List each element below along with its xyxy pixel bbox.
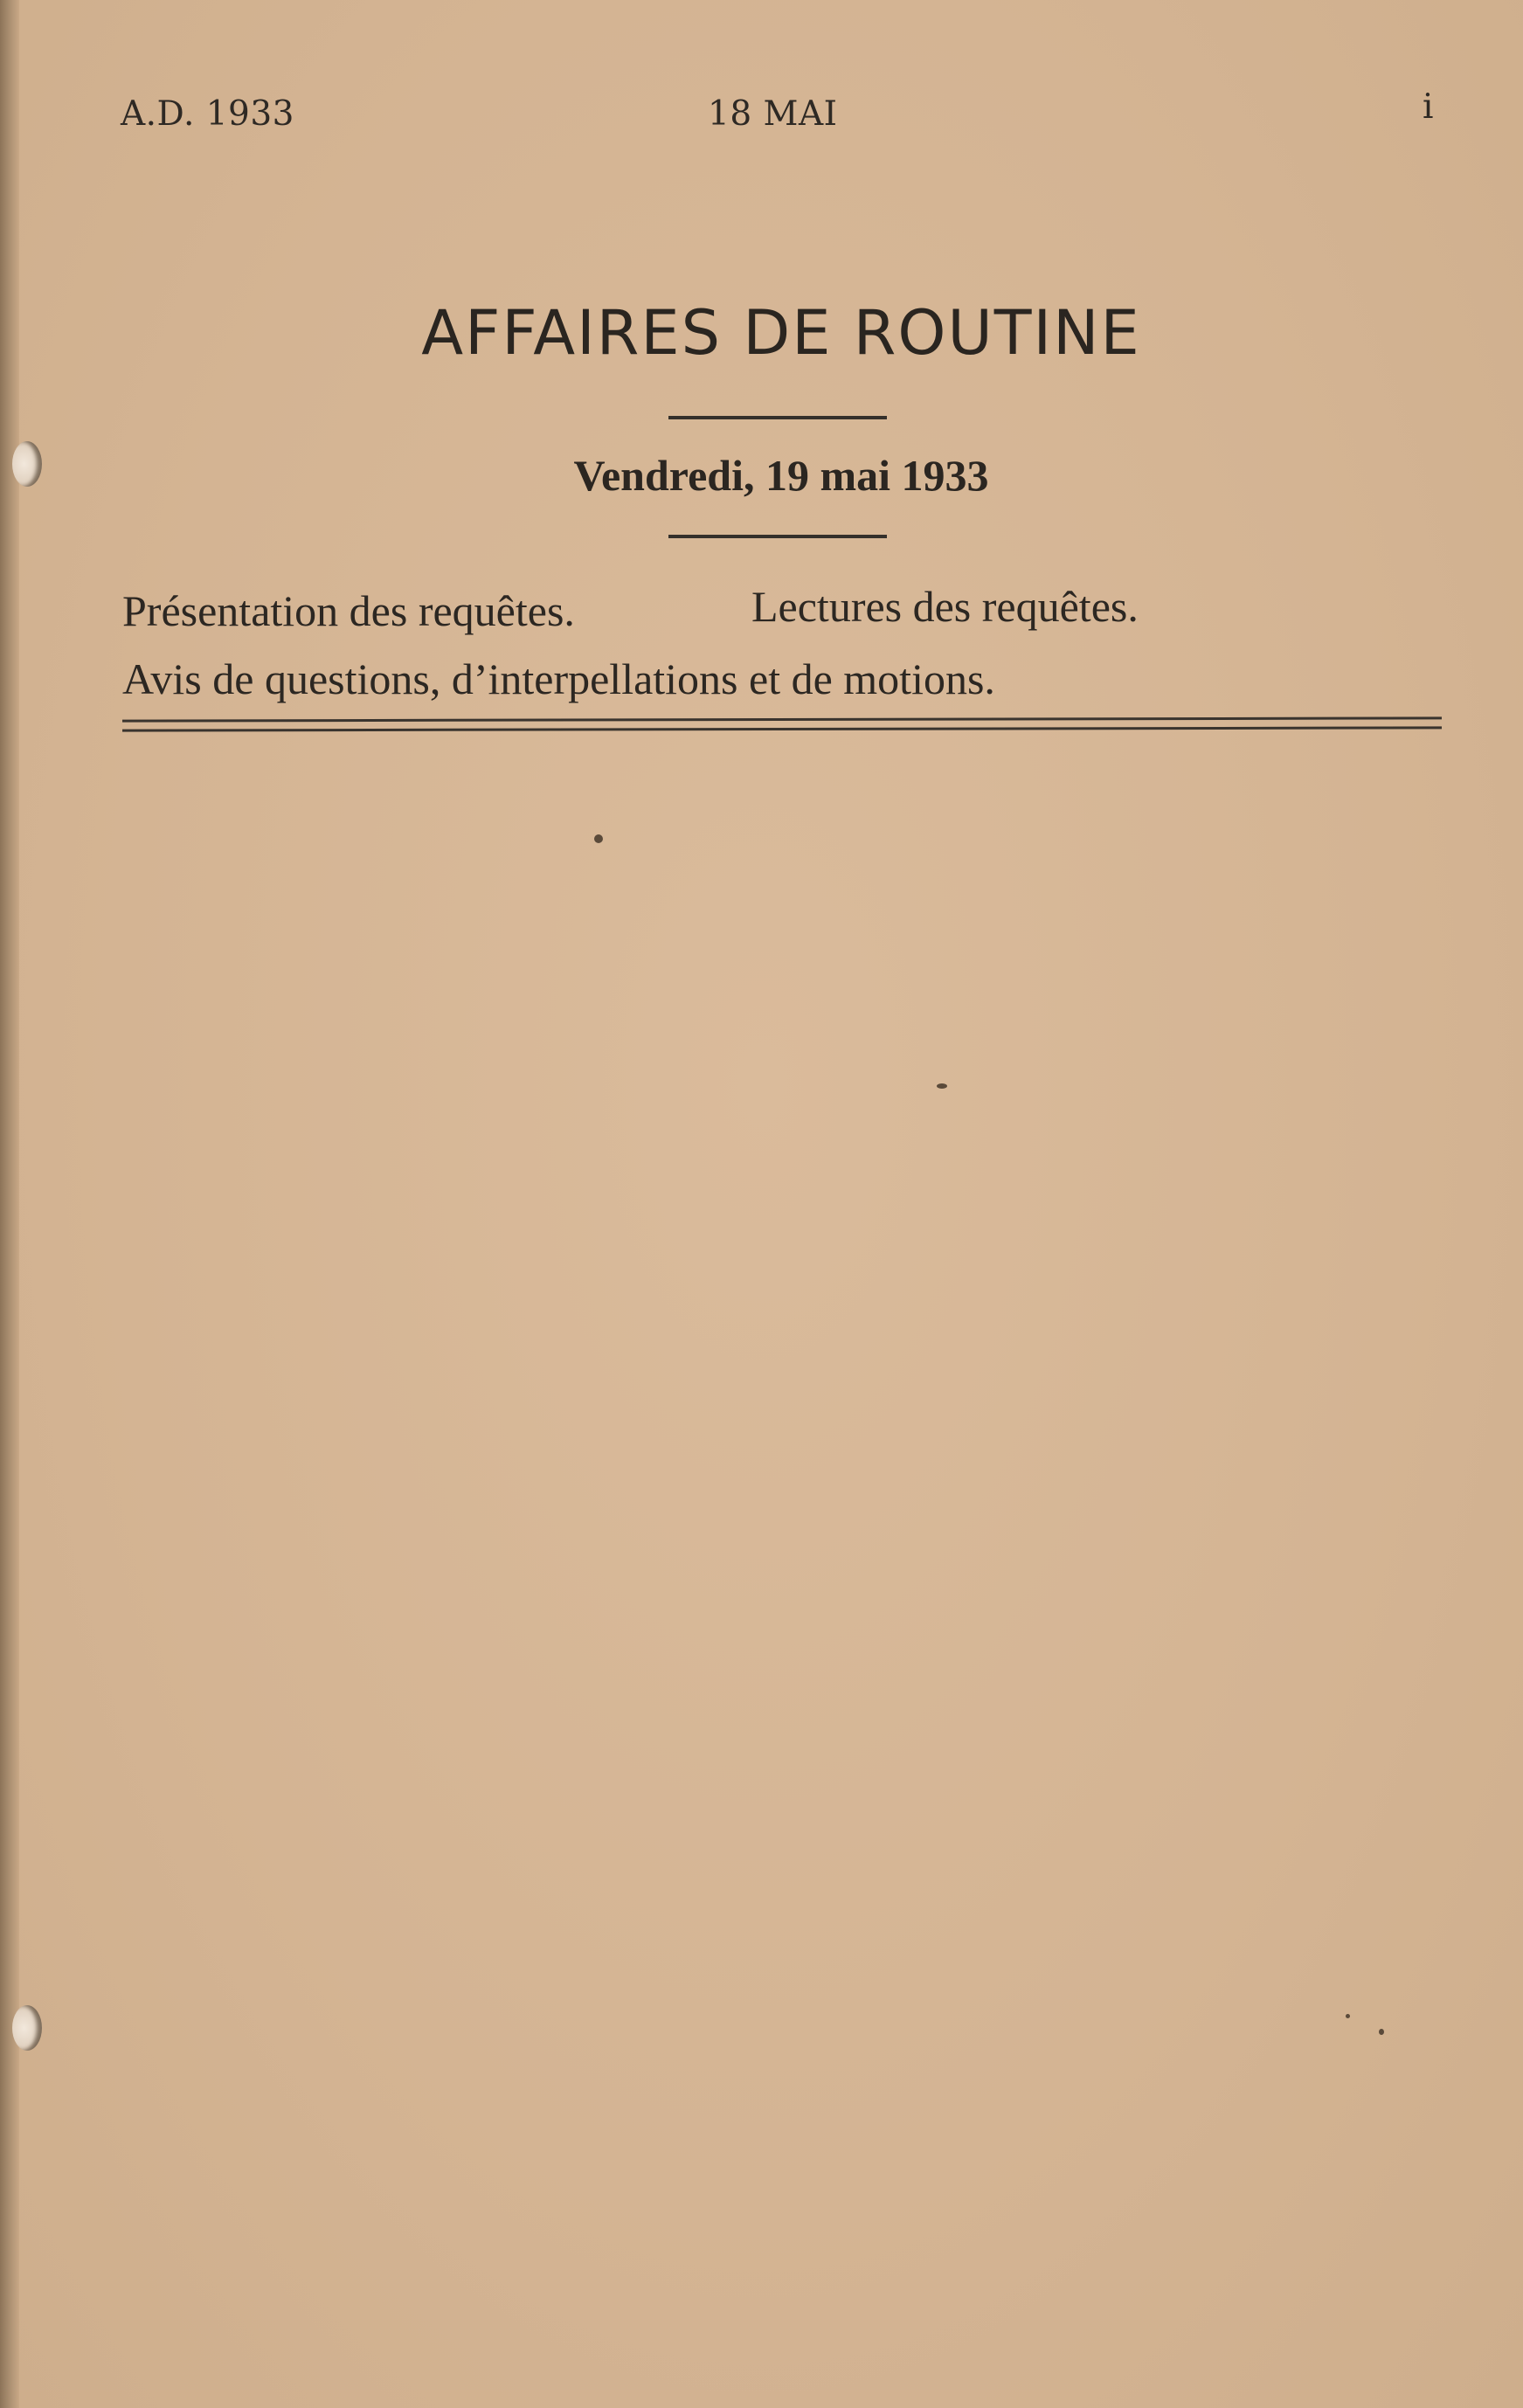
paper-speck: [1346, 2014, 1350, 2018]
title-rule-bottom: [668, 535, 887, 538]
page-number: i: [1423, 87, 1434, 127]
agenda-item-presentation: Présentation des requêtes.: [122, 586, 575, 635]
paper-speck: [594, 834, 603, 843]
paper-speck: [1379, 2029, 1384, 2035]
agenda-item-lectures: Lectures des requêtes.: [751, 582, 1139, 631]
title-rule-top: [668, 416, 887, 419]
paper-speck: [937, 1083, 947, 1089]
session-date: Vendredi, 19 mai 1933: [573, 451, 989, 500]
binding-hole-bottom: [12, 2005, 42, 2051]
page-title: AFFAIRES DE ROUTINE: [421, 297, 1141, 369]
agenda-item-notices: Avis de questions, d’interpellations et de motions.: [122, 654, 995, 703]
section-double-rule: [122, 716, 1442, 731]
running-head-year: A.D. 1933: [121, 94, 294, 134]
running-head-date: 18 MAI: [708, 94, 838, 134]
